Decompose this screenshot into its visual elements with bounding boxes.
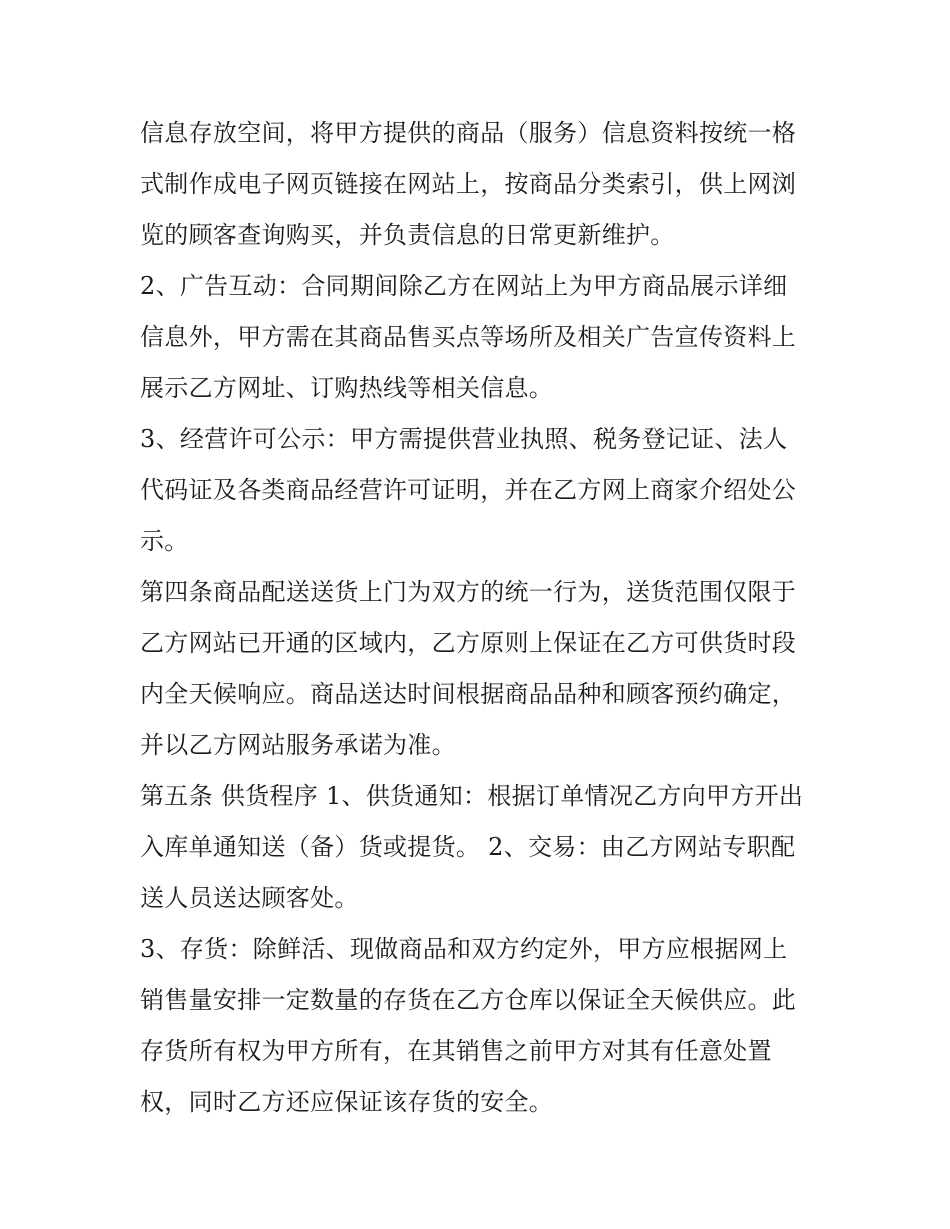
text-line: 览的顾客查询购买，并负责信息的日常更新维护。: [140, 221, 675, 249]
text-line: 信息存放空间，将甲方提供的商品（服务）信息资料按统一格: [140, 119, 797, 147]
text-line: 乙方网站已开通的区域内，乙方原则上保证在乙方可供货时段: [140, 629, 797, 657]
text-line: 销售量安排一定数量的存货在乙方仓库以保证全天候供应。此: [140, 986, 797, 1014]
text-line: 权，同时乙方还应保证该存货的安全。: [140, 1088, 554, 1116]
text-line: 示。: [140, 527, 189, 555]
text-line: 存货所有权为甲方所有，在其销售之前甲方对其有任意处置: [140, 1037, 772, 1065]
text-line: 2、广告互动：合同期间除乙方在网站上为甲方商品展示详细: [140, 272, 788, 300]
text-line: 式制作成电子网页链接在网站上，按商品分类索引，供上网浏: [140, 170, 797, 198]
text-line: 第四条商品配送送货上门为双方的统一行为，送货范围仅限于: [140, 578, 797, 606]
text-line: 代码证及各类商品经营许可证明，并在乙方网上商家介绍处公: [140, 476, 797, 504]
text-line: 内全天候响应。商品送达时间根据商品品种和顾客预约确定，: [140, 680, 797, 708]
text-line: 展示乙方网址、订购热线等相关信息。: [140, 374, 554, 402]
text-line: 信息外，甲方需在其商品售买点等场所及相关广告宣传资料上: [140, 323, 797, 351]
text-line: 并以乙方网站服务承诺为准。: [140, 731, 456, 759]
text-line: 送人员送达顾客处。: [140, 884, 359, 912]
text-line: 3、经营许可公示：甲方需提供营业执照、税务登记证、法人: [140, 425, 788, 453]
document-body: [140, 108, 830, 1128]
text-line: 3、存货：除鲜活、现做商品和双方约定外，甲方应根据网上: [140, 935, 788, 963]
text-line: 第五条 供货程序 1、供货通知：根据订单情况乙方向甲方开出: [140, 782, 804, 810]
text-line: 入库单通知送（备）货或提货。 2、交易：由乙方网站专职配: [140, 833, 796, 861]
